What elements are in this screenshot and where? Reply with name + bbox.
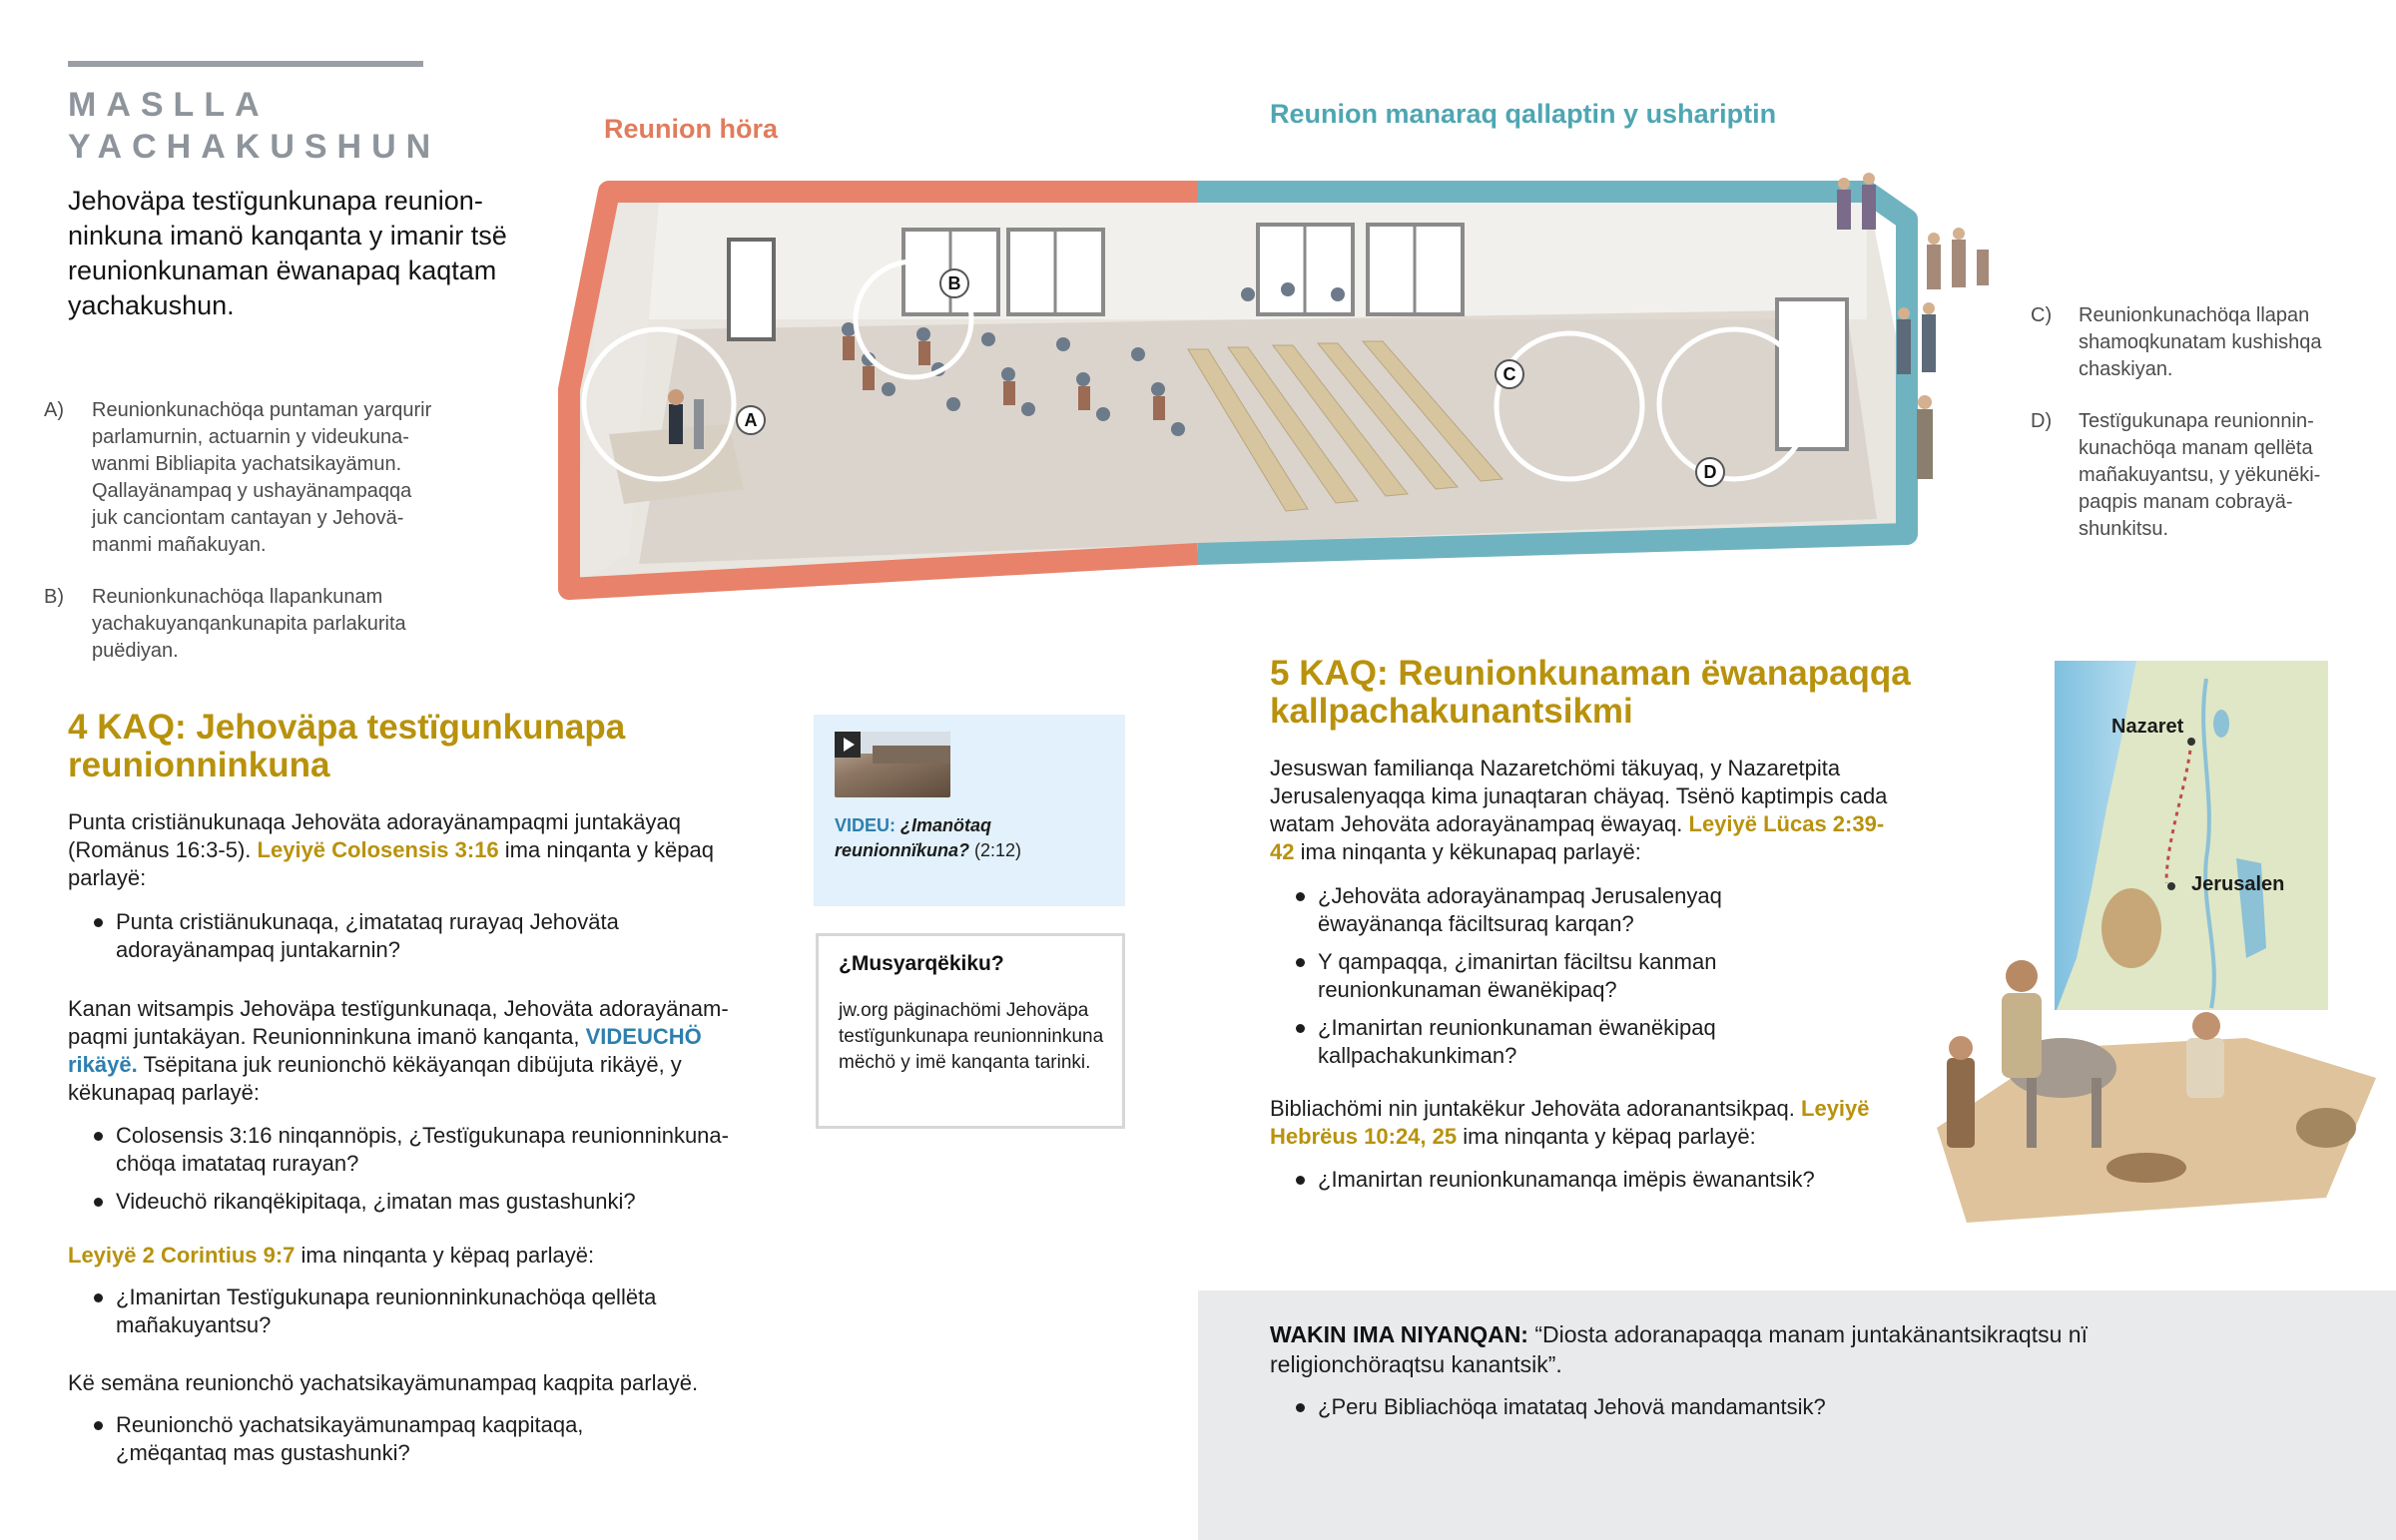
kingdom-hall-illustration bbox=[529, 160, 1927, 609]
objection-label: WAKIN IMA NIYANQAN: bbox=[1270, 1321, 1528, 1347]
map-label-nazaret: Nazaret bbox=[2111, 716, 2184, 738]
header-rule bbox=[68, 61, 423, 67]
section-4-paragraph-4: Kë semäna reunionchö yachatsikayämunampaq kaqpita parlayë. bbox=[68, 1370, 699, 1395]
list-item: ¿Imanirtan reunionkunaman ëwanëkipaq kallpachakunkiman? bbox=[1270, 1014, 1829, 1070]
nazareth-jerusalem-map bbox=[1907, 659, 2386, 1238]
label-during-meeting: Reunion höra bbox=[604, 114, 778, 144]
section-5-list-1 bbox=[1270, 882, 1829, 1080]
marker-a: A bbox=[744, 410, 758, 430]
list-item: ¿Imanirtan reunionkunamanqa imëpis ëwanantsik? bbox=[1270, 1166, 1909, 1194]
caption-a: A) Reunionkunachöqa puntaman yarqurir parlamurnin, actuarnin y videukuna- wanmi Bibliapita yachatsikayämun. Qallayänampaq y ushayänampaqqa juk canciontam cantayan y Jehovä- manmi mañakuyan. bbox=[44, 399, 432, 556]
video-caption[interactable]: VIDEU: ¿Imanötaq reunionnïkuna? (2:12) bbox=[835, 815, 1022, 860]
list-item: Reunionchö yachatsikayämunampaq kaqpitaqa, ¿mëqantaq mas gustashunki? bbox=[68, 1411, 687, 1467]
objection-text: WAKIN IMA NIYANQAN: “Diosta adoranapaqqa manam juntakänantsikraqtsu nï religionchöraqtsu kanantsik”. bbox=[1270, 1321, 2088, 1377]
bible-ref-colossians[interactable]: Leyiyë Colosensis 3:16 bbox=[257, 837, 499, 862]
section-4-list-4 bbox=[68, 1411, 687, 1477]
list-item: ¿Peru Bibliachöqa imatataq Jehovä mandamantsik? bbox=[1270, 1393, 2069, 1421]
section-4-heading: 4 KAQ: Jehoväpa testïgunkunapa reunionninkuna bbox=[68, 708, 626, 784]
objection-list bbox=[1270, 1393, 2069, 1431]
list-item: Punta cristiänukunaqa, ¿imatataq rurayaq Jehoväta adorayänampaq juntakarnin? bbox=[68, 908, 727, 964]
people-arriving-illustration bbox=[1817, 170, 2047, 509]
lesson-kicker: MASLLA YACHAKUSHUN bbox=[68, 86, 441, 166]
video-link[interactable]: VIDEUCHÖ rikäyë. bbox=[68, 1024, 702, 1077]
section-4-list-1 bbox=[68, 908, 727, 974]
list-item: ¿Imanirtan Testïgukunapa reunionninkunachöqa qellëta mañakuyantsu? bbox=[68, 1283, 727, 1339]
bible-ref-corinthians[interactable]: Leyiyë 2 Corintius 9:7 bbox=[68, 1243, 296, 1268]
caption-b: B) Reunionkunachöqa llapankunam yachakuyanqankunapita parlakurita puëdiyan. bbox=[44, 586, 406, 662]
section-5-paragraph-2: Bibliachömi nin juntakëkur Jehoväta adoranantsikpaq. Leyiyë Hebrëus 10:24, 25 ima ninqanta y këpaq parlayë: bbox=[1270, 1096, 1870, 1149]
section-5-heading: 5 KAQ: Reunionkunaman ëwanapaqqa kallpachakunantsikmi bbox=[1270, 654, 1911, 731]
caption-d: D) Testïgukunapa reunionnin- kunachöqa manam qellëta mañakuyantsu, y yëkunëki- paqpis manam cobrayä- shunkitsu. bbox=[2031, 410, 2321, 540]
did-you-know-title: ¿Musyarqëkiku? bbox=[839, 952, 1004, 975]
bible-ref-luke[interactable]: Leyiyë Lücas 2:39-42 bbox=[1270, 811, 1885, 864]
marker-c: C bbox=[1502, 364, 1516, 384]
marker-d: D bbox=[1703, 462, 1717, 482]
list-item: ¿Jehoväta adorayänampaq Jerusalenyaq ëwayänanqa fäciltsuraq karqan? bbox=[1270, 882, 1829, 938]
section-5-list-2 bbox=[1270, 1166, 1909, 1204]
play-icon[interactable] bbox=[835, 732, 861, 758]
section-4-paragraph-1: Punta cristiänukunaqa Jehoväta adorayänampaqmi juntakäyaq (Romänus 16:3-5). Leyiyë Colosensis 3:16 ima ninqanta y këpaq parlayë: bbox=[68, 809, 714, 890]
section-5-paragraph-1: Jesuswan familianqa Nazaretchömi täkuyaq, y Nazaretpita Jerusalenyaqqa kima junaqtaran chäyaq. Tsënö kaptimpis cada watam Jehoväta adorayänampaq ëwayaq. Leyiyë Lücas 2:39-42 ima ninqanta y këkunapaq parlayë: bbox=[1270, 756, 1888, 864]
map-label-jerusalen: Jerusalen bbox=[2191, 873, 2285, 895]
label-before-after-meeting: Reunion manaraq qallaptin y ushariptin bbox=[1270, 99, 1777, 129]
section-4-list-2 bbox=[68, 1122, 767, 1226]
section-4-paragraph-3: Leyiyë 2 Corintius 9:7 ima ninqanta y këpaq parlayë: bbox=[68, 1243, 595, 1268]
list-item: Videuchö rikanqëkipitaqa, ¿imatan mas gustashunki? bbox=[68, 1188, 767, 1216]
section-4-paragraph-2: Kanan witsampis Jehoväpa testïgunkunaqa, Jehoväta adorayänam-paqmi juntakäyan. Reunionninkuna imanö kanqanta, VIDEUCHÖ rikäyë. Tsëpitana juk reunionchö këkäyanqan dibüjuta rikäyë, y këkunapaq parlayë: bbox=[68, 996, 729, 1105]
marker-b: B bbox=[947, 273, 961, 293]
list-item: Colosensis 3:16 ninqannöpis, ¿Testïgukunapa reunionninkuna-chöqa imatataq rurayan? bbox=[68, 1122, 767, 1178]
lesson-intro: Jehoväpa testïgunkunapa reunion-ninkuna imanö kanqanta y imanir tsë reunionkunaman ëwanapaq kaqtam yachakushun. bbox=[68, 186, 507, 320]
caption-c: C) Reunionkunachöqa llapan shamoqkunatam kushishqa chaskiyan. bbox=[2031, 304, 2322, 380]
bible-ref-hebrews[interactable]: Leyiyë Hebrëus 10:24, 25 bbox=[1270, 1096, 1870, 1149]
section-4-list-3 bbox=[68, 1283, 727, 1349]
did-you-know-text: jw.org päginachömi Jehoväpa testïgunkunapa reunionninkuna mëchö y imë kanqanta tarinki. bbox=[839, 1000, 1104, 1073]
list-item: Y qampaqqa, ¿imanirtan fäciltsu kanman reunionkunaman ëwanëkipaq? bbox=[1270, 948, 1829, 1004]
